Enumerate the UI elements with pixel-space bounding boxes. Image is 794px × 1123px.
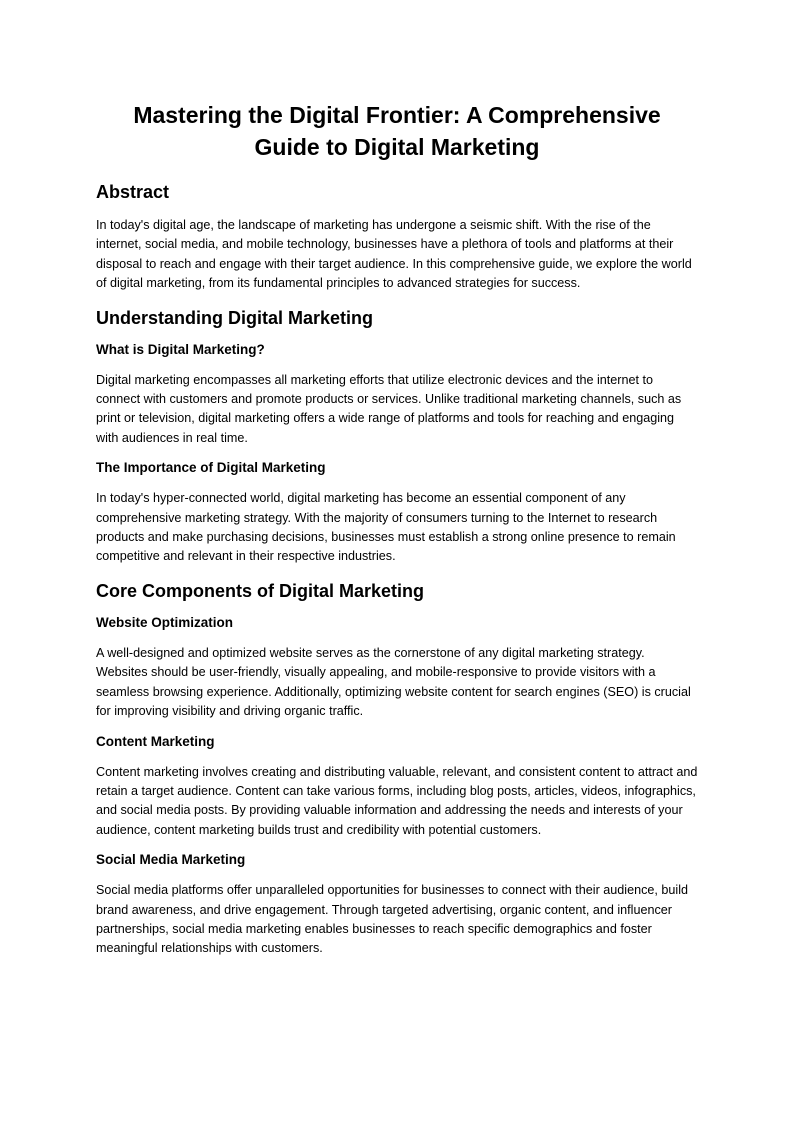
website-optimization-paragraph: A well-designed and optimized website serves as the cornerstone of any digital marketing strategy. Websites should be user-friendly, visually appealing, and mobile-responsive to provide visitors with a seamless browsing experience. Additionally, optimizing website content for search engines (SEO) is crucial for improving visibility and driving organic traffic. xyxy=(96,645,691,719)
content-marketing-paragraph: Content marketing involves creating and distributing valuable, relevant, and consistent content to attract and retain a target audience. Content can take various forms, including blog posts, articles, videos, infographics, and social media posts. By providing valuable information and addressing the needs and interests of your audience, content marketing builds trust and credibility with potential customers. xyxy=(96,764,698,837)
core-components-heading: Core Components of Digital Marketing xyxy=(96,580,425,601)
website-optimization-heading: Website Optimization xyxy=(96,614,234,630)
importance-heading: The Importance of Digital Marketing xyxy=(96,460,326,476)
social-media-heading: Social Media Marketing xyxy=(96,852,246,868)
abstract-paragraph: In today's digital age, the landscape of marketing has undergone a seismic shift. With the rise of the internet, social media, and mobile technology, businesses have a plethora of tools and platforms at their disposal to reach and engage with their target audience. In this comprehensive guide, we explore the world of digital marketing, from its fundamental principles to advanced strategies for success. xyxy=(96,218,692,291)
social-media-paragraph: Social media platforms offer unparalleled opportunities for businesses to connect with their audience, build brand awareness, and drive engagement. Through targeted advertising, organic content, and influencer partnerships, social media marketing enables businesses to reach specific demographics and foster meaningful relationships with customers. xyxy=(96,883,689,956)
understanding-heading: Understanding Digital Marketing xyxy=(96,307,374,328)
what-is-paragraph: Digital marketing encompasses all marketing efforts that utilize electronic devices and the internet to connect with customers and promote products or services. Unlike traditional marketing channels, such as print or television, digital marketing offers a wide range of platforms and tools for reaching and engaging with audiences in real time. xyxy=(96,372,682,445)
what-is-heading: What is Digital Marketing? xyxy=(96,341,265,357)
abstract-heading: Abstract xyxy=(96,182,170,202)
importance-paragraph: In today's hyper-connected world, digital marketing has become an essential component of any comprehensive marketing strategy. With the majority of consumers turning to the Internet to research products and make purchasing decisions, businesses must establish a strong online presence to remain competitive and relevant in their respective industries. xyxy=(96,491,676,564)
document-title: Mastering the Digital Frontier: A Comprehensive Guide to Digital Marketing xyxy=(133,102,661,160)
content-marketing-heading: Content Marketing xyxy=(96,733,215,749)
